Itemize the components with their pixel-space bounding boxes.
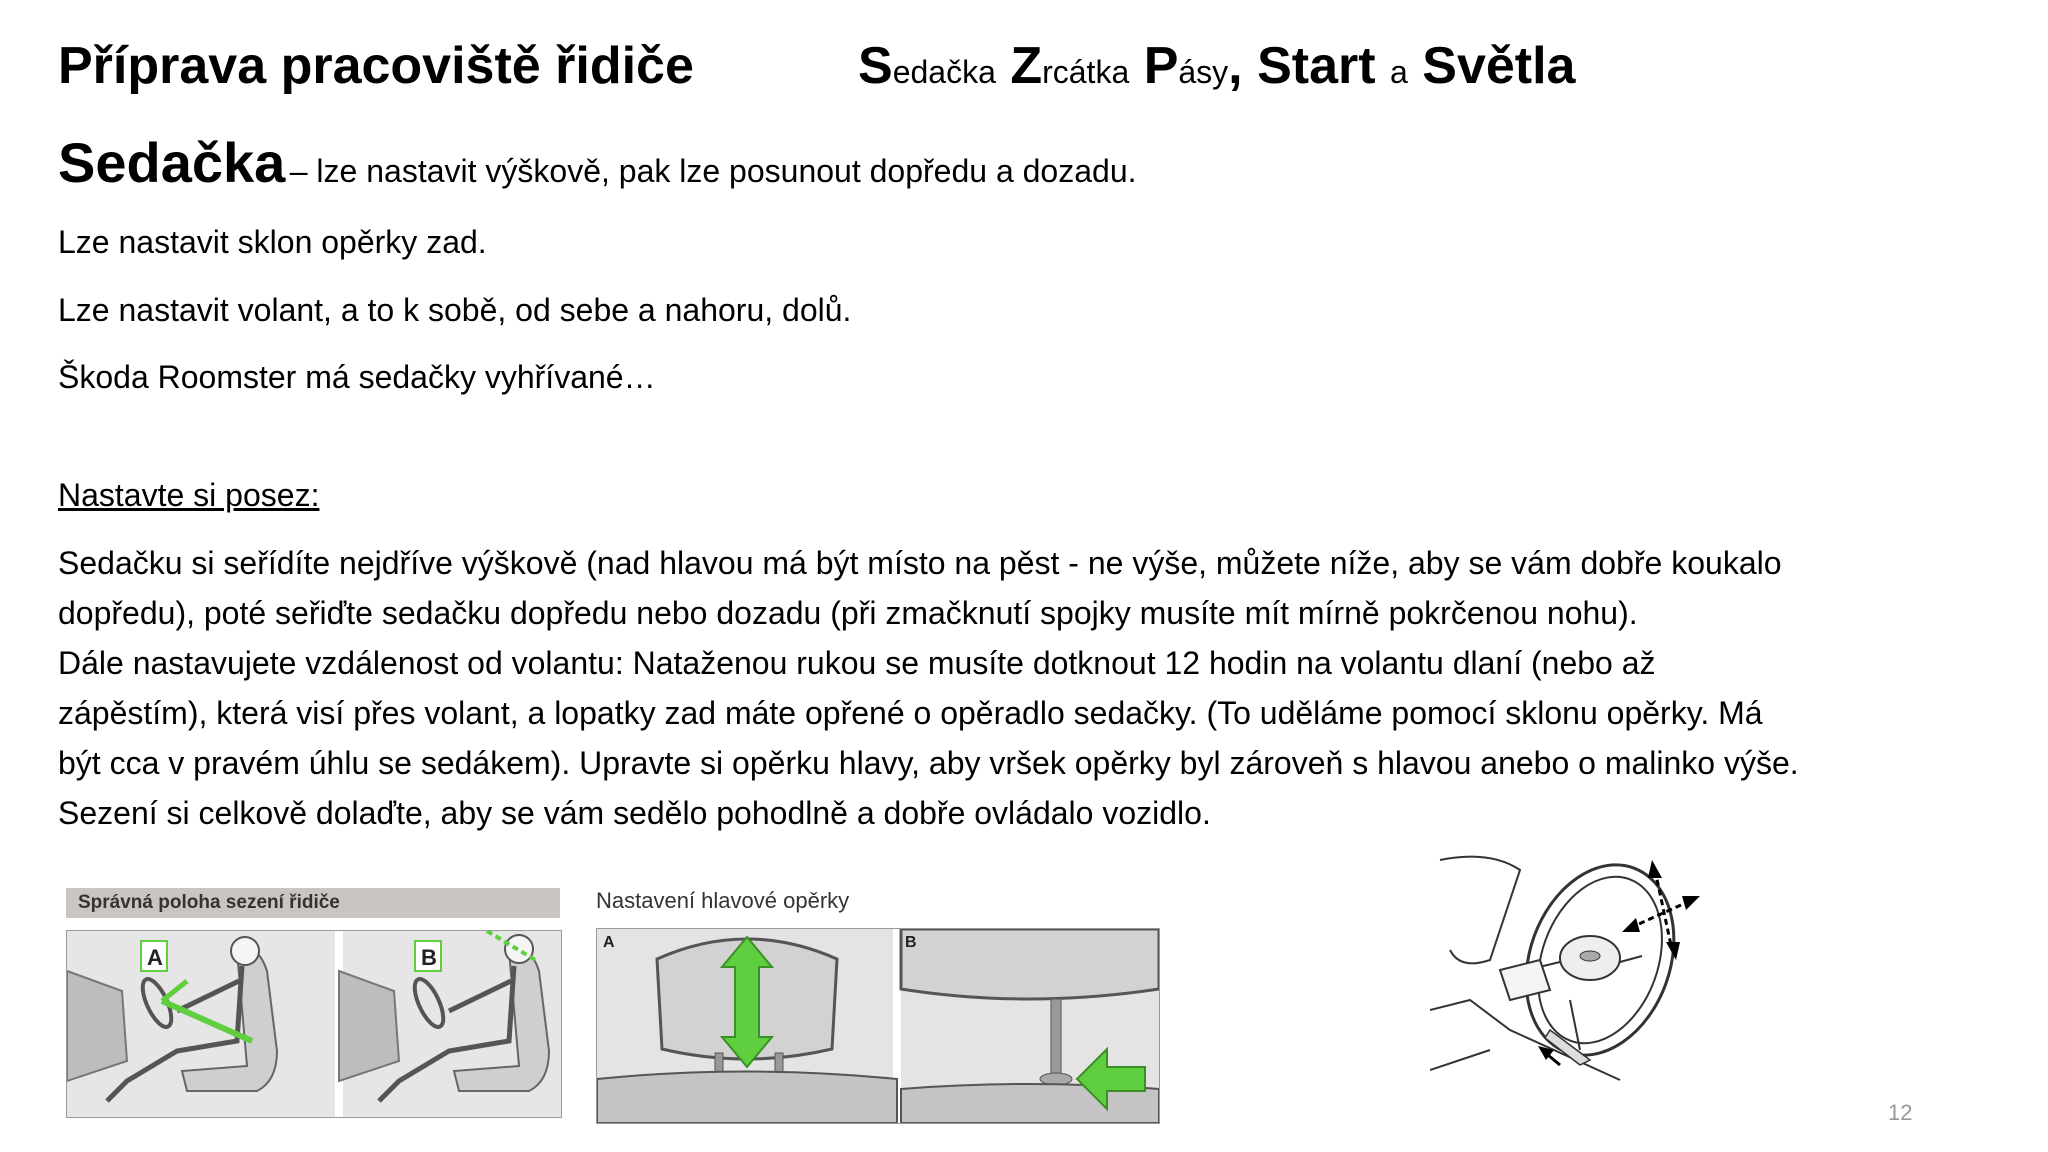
text-line: Lze nastavit volant, a to k sobě, od sebe a nahoru, dolů. (58, 292, 852, 328)
headrest-figure-caption: Nastavení hlavové opěrky (596, 888, 850, 913)
steering-wheel-svg (1430, 850, 1700, 1110)
seat-label-b: B (421, 945, 437, 970)
page-number: 12 (1888, 1100, 1913, 1125)
headrest-label-b: B (905, 934, 917, 951)
text-line: Škoda Roomster má sedačky vyhřívané… (58, 359, 656, 395)
headrest-illustration-svg (597, 929, 1159, 1123)
text-line: Lze nastavit sklon opěrky zad. (58, 224, 487, 260)
headrest-illustration (596, 928, 1160, 1124)
seat-figure-caption: Správná poloha sezení řidiče (66, 888, 560, 918)
steering-wheel-illustration (1430, 850, 1700, 1110)
instructions-heading: Nastavte si posez: (58, 477, 320, 513)
instructions-paragraph: Sedačku si seřídíte nejdříve výškově (nad hlavou má být místo na pěst - ne výše, můžete níže, aby se vám dobře koukalo dopředu), poté seřiďte sedačku dopředu nebo dozadu (při zmačknutí spojky musíte mít mírně pokrčenou nohu). Dále nastavujete vzdálenost od volantu: Nataženou rukou se musíte dotknout 12 hodin na volantu dlaní (nebo až zápěstím), která visí přes volant, a lopatky zad máte opřené o opěradlo sedačky. (To uděláme pomocí sklonu opěrky. Má být cca v pravém úhlu se sedákem). Upravte si opěrku hlavy, aby vršek opěrky byl zároveň s hlavou anebo o malinko výše. Sezení si celkově dolaďte, aby se vám sedělo pohodlně a dobře ovládalo vozidlo. (58, 545, 1799, 831)
section-heading: Sedačka – lze nastavit výškově, pak lze posunout dopředu a dozadu. (58, 131, 1137, 194)
seat-illustration-svg (67, 931, 561, 1117)
seat-label-a: A (147, 945, 163, 970)
headrest-label-a: A (603, 934, 615, 951)
acronym-heading: Sedačka Zrcátka Pásy, Start a Světla (858, 37, 1576, 95)
page-title: Příprava pracoviště řidiče (58, 37, 694, 95)
seat-position-illustration (66, 930, 562, 1118)
